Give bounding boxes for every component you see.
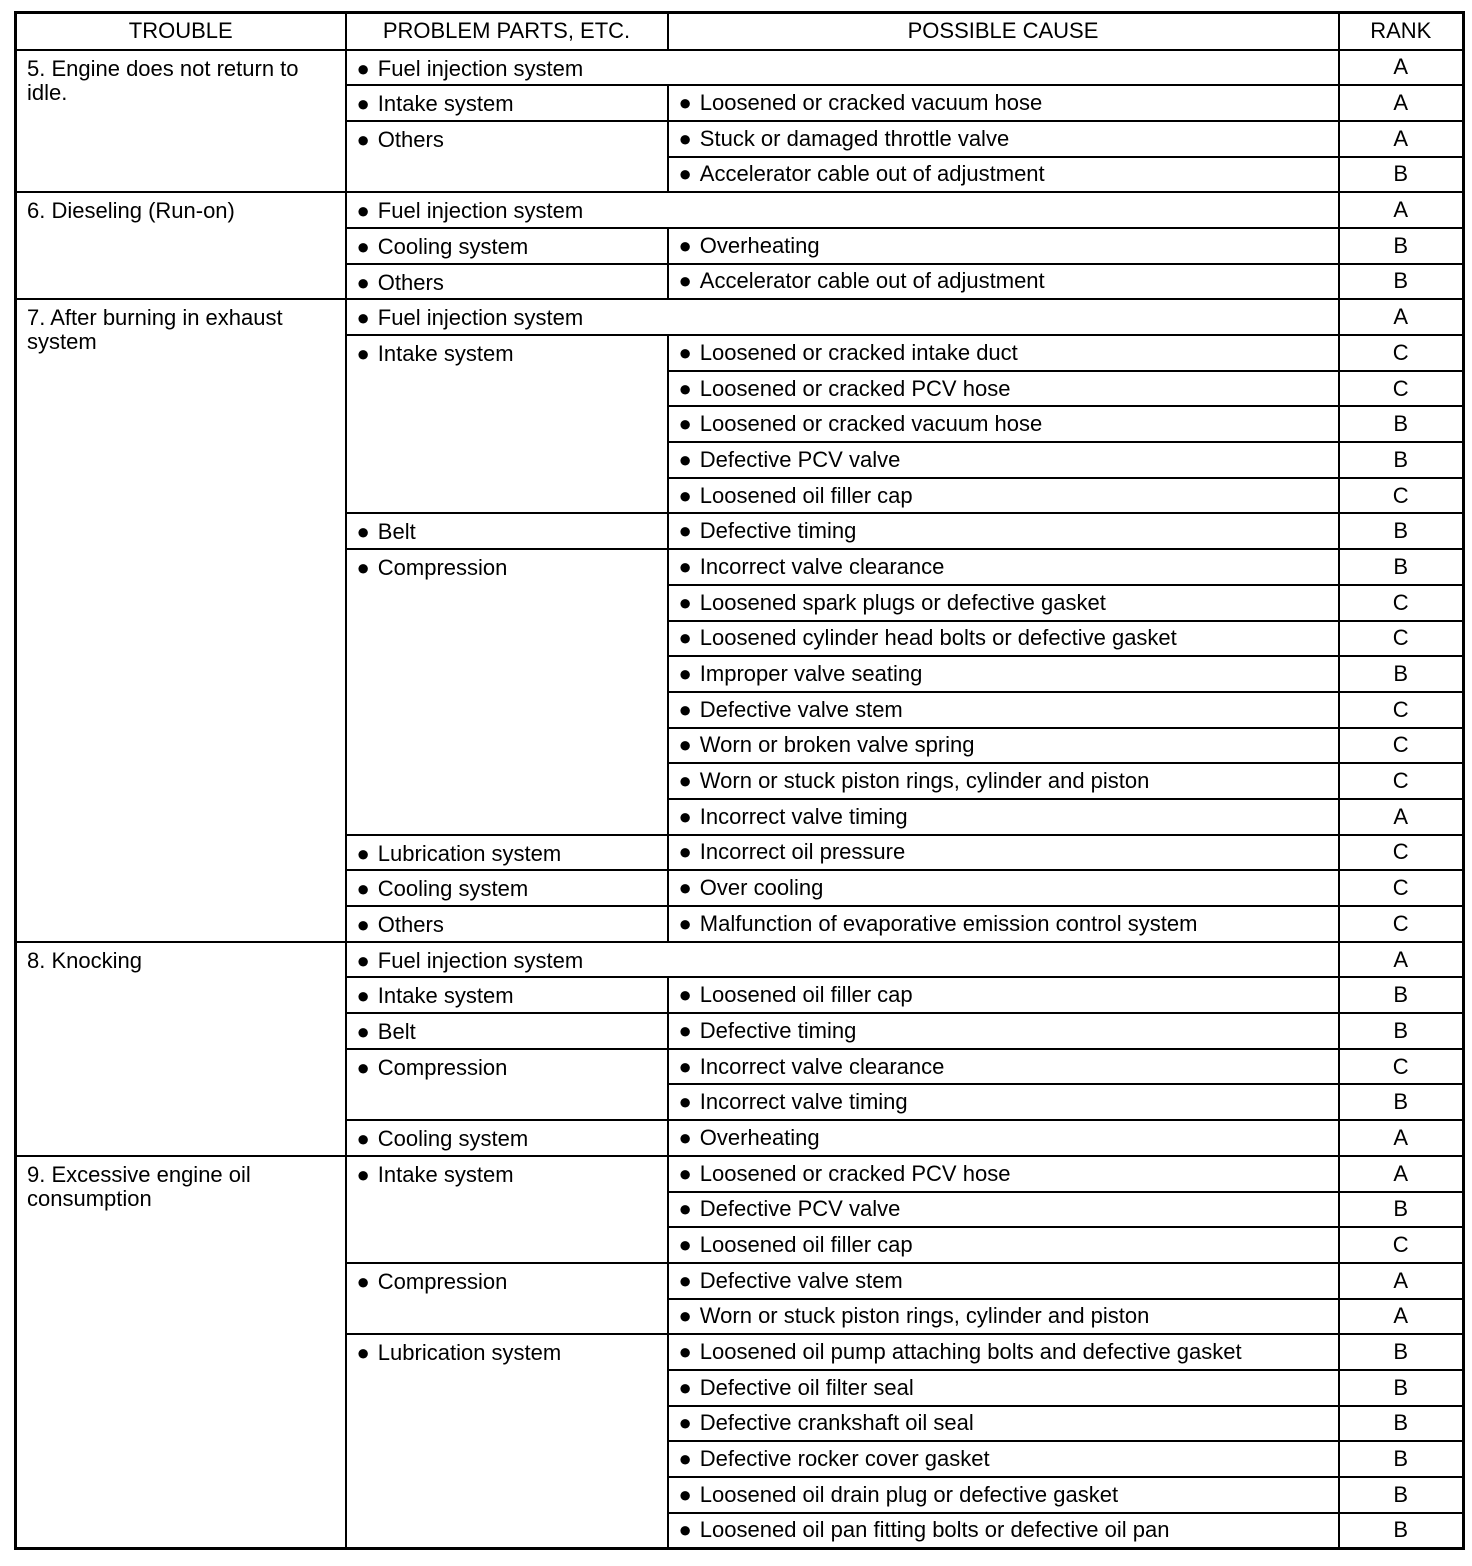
rank-cell: B — [1339, 1406, 1464, 1442]
table-row — [16, 942, 1464, 978]
possible-cause-label: Loosened oil filler cap — [699, 1232, 913, 1258]
bullet-icon: ● — [678, 1196, 692, 1222]
possible-cause-label: Loosened or cracked vacuum hose — [699, 90, 1043, 116]
bullet-icon: ● — [678, 446, 692, 472]
header-possible-cause: POSSIBLE CAUSE — [668, 13, 1339, 50]
possible-cause-cell — [668, 870, 1339, 906]
possible-cause-cell — [668, 1299, 1339, 1335]
bullet-icon: ● — [356, 983, 370, 1009]
bullet-icon: ● — [356, 269, 370, 295]
bullet-icon: ● — [356, 1268, 370, 1294]
possible-cause-label: Defective valve stem — [699, 696, 903, 722]
possible-cause-cell — [668, 1406, 1339, 1442]
bullet-icon: ● — [356, 1019, 370, 1045]
possible-cause-cell — [668, 549, 1339, 585]
problem-part-label: Cooling system — [377, 233, 529, 259]
possible-cause-label: Loosened cylinder head bolts or defective gasket — [699, 625, 1177, 651]
bullet-icon: ● — [678, 803, 692, 829]
bullet-icon: ● — [678, 910, 692, 936]
problem-part-label: Compression — [377, 555, 508, 581]
rank-cell: B — [1339, 157, 1464, 193]
rank-cell: C — [1339, 835, 1464, 871]
bullet-icon: ● — [678, 375, 692, 401]
rank-cell: B — [1339, 442, 1464, 478]
bullet-icon: ● — [678, 625, 692, 651]
rank-cell: B — [1339, 549, 1464, 585]
possible-cause-label: Loosened or cracked PCV hose — [699, 375, 1011, 401]
problem-part-label: Fuel injection system — [377, 55, 584, 81]
trouble-cell: 8. Knocking — [16, 942, 346, 1156]
possible-cause-cell — [668, 1084, 1339, 1120]
bullet-icon: ● — [678, 482, 692, 508]
rank-cell: B — [1339, 1477, 1464, 1513]
possible-cause-cell — [668, 121, 1339, 157]
bullet-icon: ● — [678, 1303, 692, 1329]
trouble-cell: 9. Excessive engine oil consumption — [16, 1156, 346, 1549]
problem-part-cell — [346, 50, 1339, 86]
possible-cause-label: Defective oil filter seal — [699, 1374, 914, 1400]
rank-cell: C — [1339, 621, 1464, 657]
possible-cause-cell — [668, 335, 1339, 371]
possible-cause-cell — [668, 228, 1339, 264]
possible-cause-cell — [668, 406, 1339, 442]
possible-cause-cell — [668, 371, 1339, 407]
possible-cause-cell — [668, 728, 1339, 764]
rank-cell: C — [1339, 763, 1464, 799]
bullet-icon: ● — [678, 696, 692, 722]
problem-part-cell — [346, 299, 1339, 335]
possible-cause-label: Incorrect oil pressure — [699, 839, 906, 865]
possible-cause-cell — [668, 1049, 1339, 1085]
rank-cell: B — [1339, 656, 1464, 692]
possible-cause-cell — [668, 1370, 1339, 1406]
bullet-icon: ● — [678, 1410, 692, 1436]
rank-cell: C — [1339, 1049, 1464, 1085]
possible-cause-label: Defective PCV valve — [699, 1196, 901, 1222]
problem-part-label: Intake system — [377, 983, 514, 1009]
problem-part-cell — [346, 335, 668, 513]
bullet-icon: ● — [678, 839, 692, 865]
possible-cause-label: Defective crankshaft oil seal — [699, 1410, 974, 1436]
trouble-cell: 7. After burning in exhaust system — [16, 299, 346, 941]
rank-cell: C — [1339, 335, 1464, 371]
header-problem-parts: PROBLEM PARTS, ETC. — [346, 13, 668, 50]
possible-cause-label: Accelerator cable out of adjustment — [699, 161, 1045, 187]
bullet-icon: ● — [678, 1232, 692, 1258]
possible-cause-label: Over cooling — [699, 875, 824, 901]
bullet-icon: ● — [356, 91, 370, 117]
problem-part-label: Lubrication system — [377, 1340, 562, 1366]
problem-part-cell — [346, 192, 1339, 228]
rank-cell: A — [1339, 799, 1464, 835]
possible-cause-cell — [668, 1156, 1339, 1192]
rank-cell: B — [1339, 1441, 1464, 1477]
bullet-icon: ● — [678, 1481, 692, 1507]
possible-cause-label: Defective timing — [699, 1017, 857, 1043]
possible-cause-cell — [668, 85, 1339, 121]
possible-cause-cell — [668, 1192, 1339, 1228]
problem-part-label: Belt — [377, 1019, 416, 1045]
problem-part-cell — [346, 1120, 668, 1156]
problem-part-cell — [346, 121, 668, 192]
problem-part-label: Intake system — [377, 341, 514, 366]
bullet-icon: ● — [356, 1054, 370, 1080]
possible-cause-label: Defective timing — [699, 518, 857, 544]
bullet-icon: ● — [678, 1446, 692, 1472]
bullet-icon: ● — [356, 912, 370, 937]
problem-part-cell — [346, 942, 1339, 978]
problem-part-cell — [346, 228, 668, 264]
problem-part-cell — [346, 1156, 668, 1263]
rank-cell: B — [1339, 1084, 1464, 1120]
bullet-icon: ● — [678, 411, 692, 437]
possible-cause-cell — [668, 157, 1339, 193]
bullet-icon: ● — [356, 1126, 370, 1152]
problem-part-cell — [346, 835, 668, 871]
problem-part-cell — [346, 1263, 668, 1334]
bullet-icon: ● — [678, 768, 692, 794]
bullet-icon: ● — [678, 268, 692, 294]
troubleshooting-table — [14, 11, 1465, 1550]
rank-cell: A — [1339, 942, 1464, 978]
table-body — [16, 50, 1464, 1549]
problem-part-label: Others — [377, 269, 444, 295]
table-row — [16, 50, 1464, 86]
possible-cause-cell — [668, 264, 1339, 300]
rank-cell: B — [1339, 1013, 1464, 1049]
possible-cause-label: Incorrect valve clearance — [699, 1053, 945, 1079]
possible-cause-label: Loosened oil pan fitting bolts or defective oil pan — [699, 1517, 1170, 1543]
rank-cell: A — [1339, 1156, 1464, 1192]
bullet-icon: ● — [678, 339, 692, 365]
problem-part-label: Fuel injection system — [377, 305, 584, 331]
possible-cause-cell — [668, 513, 1339, 549]
rank-cell: B — [1339, 1513, 1464, 1549]
bullet-icon: ● — [356, 198, 370, 224]
rank-cell: C — [1339, 585, 1464, 621]
rank-cell: A — [1339, 121, 1464, 157]
header-rank: RANK — [1339, 13, 1464, 50]
possible-cause-cell — [668, 1120, 1339, 1156]
rank-cell: A — [1339, 1263, 1464, 1299]
rank-cell: B — [1339, 1192, 1464, 1228]
possible-cause-cell — [668, 1477, 1339, 1513]
troubleshooting-document — [14, 11, 1462, 1550]
problem-part-label: Others — [377, 912, 444, 937]
possible-cause-label: Incorrect valve timing — [699, 1089, 908, 1115]
rank-cell: B — [1339, 406, 1464, 442]
problem-part-label: Intake system — [377, 91, 514, 117]
problem-part-cell — [346, 513, 668, 549]
bullet-icon: ● — [356, 1161, 370, 1187]
bullet-icon: ● — [678, 589, 692, 615]
bullet-icon: ● — [678, 161, 692, 187]
problem-part-label: Compression — [377, 1054, 508, 1080]
possible-cause-label: Defective rocker cover gasket — [699, 1446, 990, 1472]
header-trouble: TROUBLE — [16, 13, 346, 50]
possible-cause-label: Worn or broken valve spring — [699, 732, 975, 758]
header-row — [16, 13, 1464, 50]
bullet-icon: ● — [678, 1517, 692, 1543]
rank-cell: C — [1339, 692, 1464, 728]
possible-cause-cell — [668, 906, 1339, 942]
possible-cause-label: Loosened oil filler cap — [699, 482, 913, 508]
problem-part-cell — [346, 1334, 668, 1548]
bullet-icon: ● — [356, 519, 370, 545]
bullet-icon: ● — [356, 233, 370, 259]
problem-part-cell — [346, 1049, 668, 1120]
bullet-icon: ● — [356, 840, 370, 866]
bullet-icon: ● — [678, 1124, 692, 1150]
rank-cell: A — [1339, 1299, 1464, 1335]
rank-cell: A — [1339, 299, 1464, 335]
bullet-icon: ● — [678, 1267, 692, 1293]
possible-cause-cell — [668, 1513, 1339, 1549]
possible-cause-label: Stuck or damaged throttle valve — [699, 125, 1010, 151]
rank-cell: C — [1339, 1227, 1464, 1263]
trouble-cell: 6. Dieseling (Run-on) — [16, 192, 346, 299]
possible-cause-label: Loosened spark plugs or defective gasket — [699, 589, 1106, 615]
rank-cell: C — [1339, 728, 1464, 764]
problem-part-cell — [346, 85, 668, 121]
possible-cause-label: Loosened or cracked PCV hose — [699, 1160, 1011, 1186]
possible-cause-label: Loosened oil drain plug or defective gasket — [699, 1481, 1119, 1507]
rank-cell: C — [1339, 371, 1464, 407]
rank-cell: C — [1339, 478, 1464, 514]
problem-part-label: Cooling system — [377, 876, 529, 902]
possible-cause-cell — [668, 621, 1339, 657]
rank-cell: B — [1339, 1370, 1464, 1406]
problem-part-cell — [346, 870, 668, 906]
problem-part-cell — [346, 1013, 668, 1049]
bullet-icon: ● — [678, 553, 692, 579]
possible-cause-label: Loosened or cracked intake duct — [699, 339, 1018, 365]
problem-part-label: Fuel injection system — [377, 947, 584, 973]
bullet-icon: ● — [678, 232, 692, 258]
bullet-icon: ● — [678, 125, 692, 151]
possible-cause-cell — [668, 656, 1339, 692]
problem-part-cell — [346, 264, 668, 300]
problem-part-label: Lubrication system — [377, 840, 562, 866]
bullet-icon: ● — [678, 518, 692, 544]
table-row — [16, 192, 1464, 228]
problem-part-label: Fuel injection system — [377, 198, 584, 224]
possible-cause-cell — [668, 1441, 1339, 1477]
bullet-icon: ● — [678, 1017, 692, 1043]
rank-cell: A — [1339, 50, 1464, 86]
possible-cause-cell — [668, 835, 1339, 871]
possible-cause-label: Defective valve stem — [699, 1267, 903, 1293]
rank-cell: C — [1339, 870, 1464, 906]
rank-cell: B — [1339, 1334, 1464, 1370]
rank-cell: B — [1339, 513, 1464, 549]
possible-cause-label: Overheating — [699, 232, 820, 258]
rank-cell: A — [1339, 192, 1464, 228]
bullet-icon: ● — [356, 126, 370, 152]
possible-cause-cell — [668, 478, 1339, 514]
possible-cause-cell — [668, 692, 1339, 728]
possible-cause-cell — [668, 1227, 1339, 1263]
problem-part-label: Belt — [377, 519, 416, 545]
bullet-icon: ● — [678, 982, 692, 1008]
possible-cause-cell — [668, 763, 1339, 799]
possible-cause-label: Defective PCV valve — [699, 446, 901, 472]
bullet-icon: ● — [678, 90, 692, 116]
bullet-icon: ● — [356, 341, 370, 366]
bullet-icon: ● — [356, 876, 370, 902]
rank-cell: B — [1339, 264, 1464, 300]
bullet-icon: ● — [678, 875, 692, 901]
bullet-icon: ● — [678, 1089, 692, 1115]
bullet-icon: ● — [356, 555, 370, 581]
problem-part-label: Others — [377, 126, 444, 152]
possible-cause-label: Worn or stuck piston rings, cylinder and piston — [699, 768, 1150, 794]
bullet-icon: ● — [678, 661, 692, 687]
possible-cause-label: Malfunction of evaporative emission control system — [699, 910, 1198, 936]
trouble-cell: 5. Engine does not return to idle. — [16, 50, 346, 193]
rank-cell: C — [1339, 906, 1464, 942]
problem-part-cell — [346, 906, 668, 942]
bullet-icon: ● — [356, 55, 370, 81]
bullet-icon: ● — [356, 305, 370, 331]
possible-cause-label: Overheating — [699, 1124, 820, 1150]
possible-cause-label: Worn or stuck piston rings, cylinder and piston — [699, 1303, 1150, 1329]
problem-part-label: Cooling system — [377, 1126, 529, 1152]
table-row — [16, 1156, 1464, 1192]
rank-cell: B — [1339, 977, 1464, 1013]
bullet-icon: ● — [678, 1374, 692, 1400]
possible-cause-label: Loosened oil filler cap — [699, 982, 913, 1008]
possible-cause-cell — [668, 799, 1339, 835]
rank-cell: A — [1339, 85, 1464, 121]
problem-part-cell — [346, 977, 668, 1013]
bullet-icon: ● — [356, 947, 370, 973]
possible-cause-label: Improper valve seating — [699, 661, 923, 687]
possible-cause-cell — [668, 1013, 1339, 1049]
possible-cause-cell — [668, 977, 1339, 1013]
bullet-icon: ● — [678, 1053, 692, 1079]
bullet-icon: ● — [678, 1339, 692, 1365]
possible-cause-cell — [668, 1263, 1339, 1299]
possible-cause-cell — [668, 1334, 1339, 1370]
problem-part-cell — [346, 549, 668, 835]
bullet-icon: ● — [678, 1160, 692, 1186]
rank-cell: B — [1339, 228, 1464, 264]
bullet-icon: ● — [678, 732, 692, 758]
possible-cause-label: Incorrect valve clearance — [699, 553, 945, 579]
possible-cause-label: Incorrect valve timing — [699, 803, 908, 829]
possible-cause-label: Loosened oil pump attaching bolts and defective gasket — [699, 1339, 1242, 1365]
problem-part-label: Compression — [377, 1268, 508, 1294]
rank-cell: A — [1339, 1120, 1464, 1156]
possible-cause-cell — [668, 585, 1339, 621]
table-row — [16, 299, 1464, 335]
bullet-icon: ● — [356, 1340, 370, 1366]
possible-cause-label: Loosened or cracked vacuum hose — [699, 411, 1043, 437]
possible-cause-label: Accelerator cable out of adjustment — [699, 268, 1045, 294]
possible-cause-cell — [668, 442, 1339, 478]
problem-part-label: Intake system — [377, 1161, 514, 1187]
